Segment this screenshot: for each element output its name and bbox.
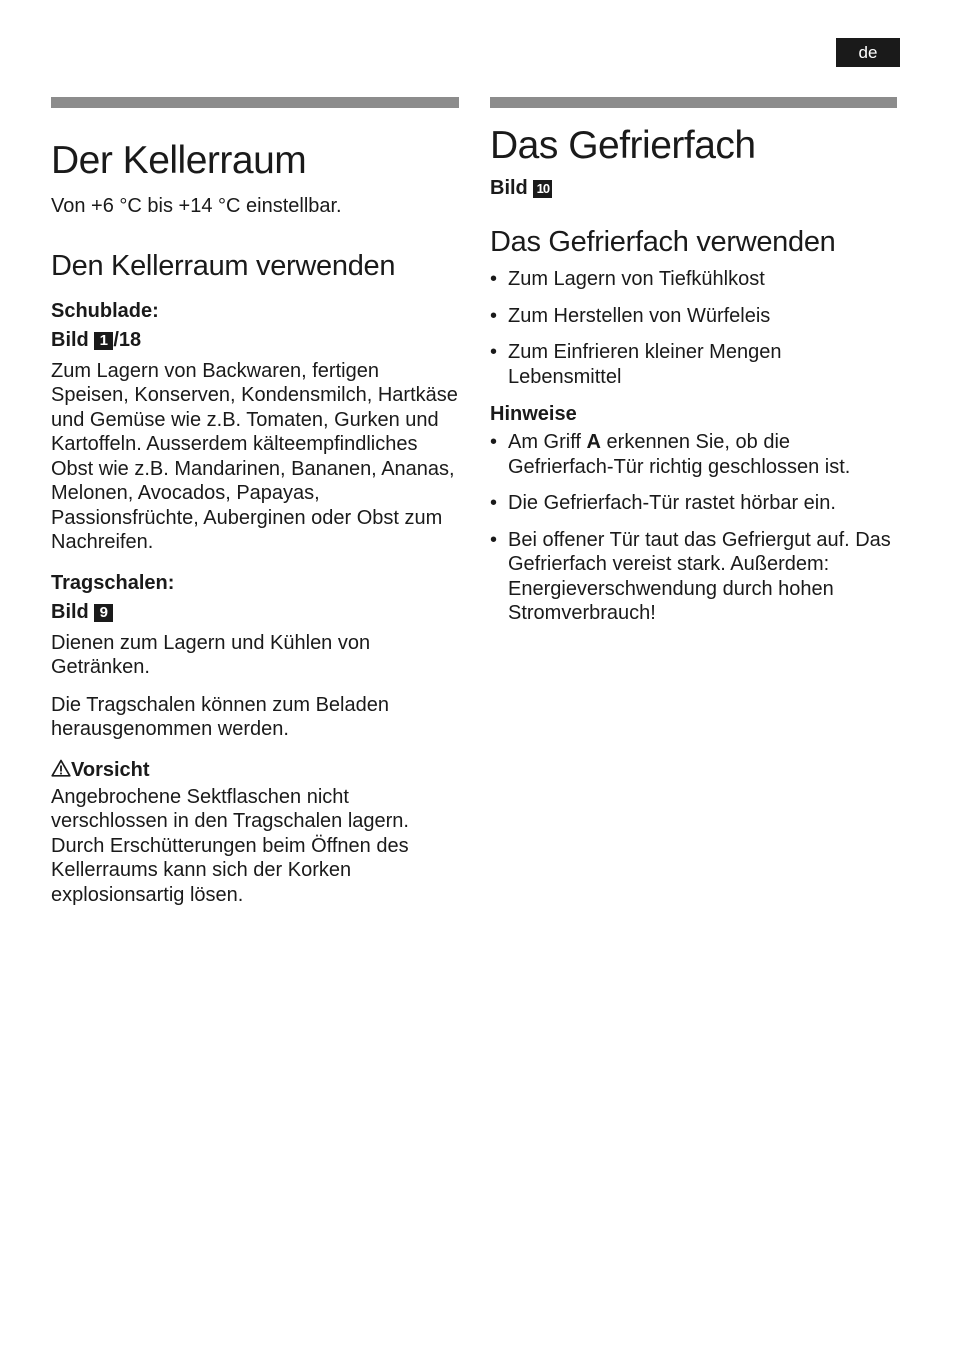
language-badge: de xyxy=(836,38,900,67)
figure-ref-prefix: Bild xyxy=(490,177,528,199)
section-rule xyxy=(490,97,897,108)
list-item: • Bei offener Tür taut das Gefriergut auf. Das Gefrierfach vereist stark. Außerdem: Energieverschwendung durch hohen Stromverbrauch! xyxy=(490,528,897,626)
drawer-description: Zum Lagern von Backwaren, fertigen Speisen, Konserven, Kondensmilch, Hartkäse und Gemüse wie z.B. Tomaten, Gurken und Kartoffeln. Ausserdem kälteempfindliches Obst wie z.B. Mandarinen, Bananen, Ananas, Melonen, Avocados, Papayas, Passionsfrüchte, Auberginen oder Obst zum Nachreifen. xyxy=(51,359,458,553)
freezer-uses-list xyxy=(490,267,897,389)
figure-number-badge: 1 xyxy=(94,332,113,350)
right-column xyxy=(490,97,897,626)
freezer-notes-list xyxy=(490,430,897,626)
drawer-label: Schublade: xyxy=(51,299,159,322)
left-column xyxy=(51,97,459,907)
list-item xyxy=(490,430,897,479)
list-item: • Zum Lagern von Tiefkühlkost xyxy=(490,267,897,292)
cellar-title: Der Kellerraum xyxy=(51,139,307,182)
freezer-title: Das Gefrierfach xyxy=(490,124,756,167)
warning-triangle-icon xyxy=(51,759,71,777)
trays-removal-note: Die Tragschalen können zum Beladen herausgenommen werden. xyxy=(51,693,389,740)
figure-ref-prefix: Bild xyxy=(51,600,89,623)
trays-description: Dienen zum Lagern und Kühlen von Getränken. xyxy=(51,631,371,678)
figure-number-badge: 10 xyxy=(533,180,552,198)
list-item: • Zum Einfrieren kleiner Mengen Lebensmittel xyxy=(490,340,897,389)
cellar-temperature-range: Von +6 °C bis +14 °C einstellbar. xyxy=(51,195,342,217)
notes-label: Hinweise xyxy=(490,403,577,425)
handle-label: A xyxy=(586,431,601,453)
list-item: • Zum Herstellen von Würfeleis xyxy=(490,304,897,329)
cellar-usage-heading: Den Kellerraum verwenden xyxy=(51,249,396,282)
drawer-figure-ref xyxy=(51,326,459,355)
caution-label xyxy=(51,756,459,785)
freezer-usage-heading: Das Gefrierfach verwenden xyxy=(490,226,836,258)
trays-label: Tragschalen: xyxy=(51,571,175,594)
figure-ref-suffix: /18 xyxy=(113,328,142,351)
list-item: • Die Gefrierfach-Tür rastet hörbar ein. xyxy=(490,491,897,516)
figure-ref-prefix: Bild xyxy=(51,328,89,351)
caution-text: Angebrochene Sektflaschen nicht verschlossen in den Tragschalen lagern. Durch Erschütterungen beim Öffnen des Kellerraums kann sich der Korken explosionsartig lösen. xyxy=(51,785,409,906)
caution-label-text: Vorsicht xyxy=(71,758,150,781)
freezer-figure-ref xyxy=(490,174,897,203)
figure-number-badge: 9 xyxy=(94,604,113,622)
note-text: erkennen Sie, ob die Gefrierfach-Tür richtig geschlossen ist. xyxy=(508,431,851,478)
trays-figure-ref xyxy=(51,598,459,627)
section-rule xyxy=(51,97,459,108)
note-text: Am Griff xyxy=(508,431,587,453)
